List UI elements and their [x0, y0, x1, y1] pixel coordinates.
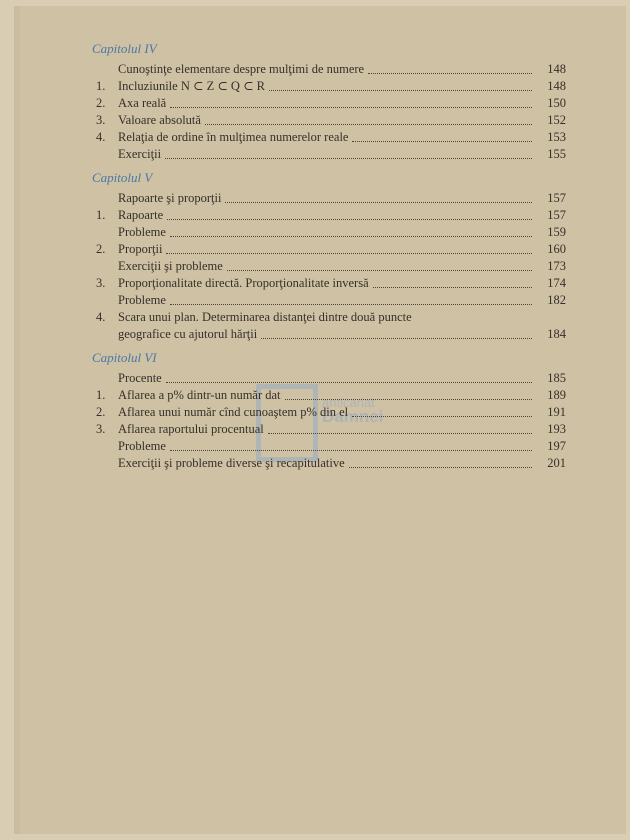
- toc-entry: [96, 455, 566, 472]
- entry-title: Valoare absolută: [118, 113, 201, 127]
- entry-number: 2.: [96, 242, 106, 256]
- toc-entry: [96, 61, 566, 78]
- entry-page: 201: [547, 456, 566, 470]
- entry-page: 197: [547, 439, 566, 453]
- entry-title: Exerciţii şi probleme: [118, 259, 223, 273]
- entry-title: Aflarea unui număr cînd cunoaştem p% din el: [118, 405, 349, 419]
- entry-number: 4.: [96, 130, 106, 144]
- chapter-heading-v: Capitolul V: [92, 170, 153, 185]
- toc-entry: [96, 129, 566, 146]
- chapter-heading-iv: Capitolul IV: [92, 41, 157, 56]
- dot-leader: [225, 202, 532, 203]
- entry-title: Exerciţii: [118, 147, 162, 161]
- toc-entry: [96, 387, 566, 404]
- entry-title-line2: geografice cu ajutorul hărţii: [118, 327, 258, 341]
- dot-leader: [170, 236, 532, 237]
- dot-leader: [368, 73, 532, 74]
- entry-title: Aflarea a p% dintr-un număr dat: [118, 388, 281, 402]
- entry-page: 184: [547, 327, 566, 341]
- entry-title: Incluziunile N ⊂ Z ⊂ Q ⊂ R: [118, 79, 266, 93]
- entry-page: 148: [547, 79, 566, 93]
- toc-entry: [96, 309, 566, 343]
- dot-leader: [352, 141, 532, 142]
- entry-page: 148: [547, 62, 566, 76]
- entry-number: 3.: [96, 276, 106, 290]
- toc-entry: [96, 258, 566, 275]
- entry-page: 157: [547, 191, 566, 205]
- table-of-contents: [92, 34, 566, 472]
- chapter-heading-vi: Capitolul VI: [92, 350, 157, 365]
- entry-title: Probleme: [118, 439, 166, 453]
- toc-entry: [96, 78, 566, 95]
- entry-title: Proporţionalitate directă. Proporţionalitate inversă: [118, 276, 369, 290]
- entry-title: Rapoarte: [118, 208, 164, 222]
- entry-title: Aflarea raportului procentual: [118, 422, 264, 436]
- toc-entry: [96, 404, 566, 421]
- toc-entry: [96, 190, 566, 207]
- entry-page: 182: [547, 293, 566, 307]
- entry-number: 2.: [96, 405, 106, 419]
- dot-leader: [170, 107, 532, 108]
- dot-leader: [170, 450, 532, 451]
- entry-page: 193: [547, 422, 566, 436]
- entry-number: 3.: [96, 113, 106, 127]
- entry-page: 191: [547, 405, 566, 419]
- entry-title-block: [118, 309, 536, 343]
- entry-title: Relaţia de ordine în mulţimea numerelor reale: [118, 130, 349, 144]
- entry-title: Axa reală: [118, 96, 167, 110]
- toc-entry: [96, 292, 566, 309]
- dot-leader: [166, 382, 532, 383]
- toc-entry: [96, 146, 566, 163]
- dot-leader: [261, 338, 532, 339]
- entry-title: Rapoarte şi proporţii: [118, 191, 222, 205]
- entry-number: 1.: [96, 388, 106, 402]
- entry-number: 3.: [96, 422, 106, 436]
- dot-leader: [205, 124, 532, 125]
- dot-leader: [285, 399, 532, 400]
- dot-leader: [352, 416, 532, 417]
- toc-entry: [96, 275, 566, 292]
- toc-entry: [96, 241, 566, 258]
- entry-title: Procente: [118, 371, 162, 385]
- entry-title: Probleme: [118, 225, 166, 239]
- entry-title: Probleme: [118, 293, 166, 307]
- toc-entry: [96, 421, 566, 438]
- dot-leader: [269, 90, 532, 91]
- entry-title-line1: Scara unui plan. Determinarea distanţei dintre două puncte: [118, 310, 412, 324]
- entry-number: 4.: [96, 310, 106, 324]
- watermark-line2: Damnei: [322, 407, 384, 426]
- dot-leader: [227, 270, 532, 271]
- entry-title: Exerciţii şi probleme diverse şi recapitulative: [118, 456, 345, 470]
- entry-page: 155: [547, 147, 566, 161]
- dot-leader: [170, 304, 532, 305]
- entry-page: 185: [547, 371, 566, 385]
- entry-page: 157: [547, 208, 566, 222]
- entry-page: 160: [547, 242, 566, 256]
- entry-page: 150: [547, 96, 566, 110]
- entry-page: 152: [547, 113, 566, 127]
- book-page: [14, 6, 626, 834]
- dot-leader: [167, 219, 532, 220]
- entry-title: Proporţii: [118, 242, 163, 256]
- entry-page: 174: [547, 276, 566, 290]
- entry-number: 1.: [96, 208, 106, 222]
- entry-number: 1.: [96, 79, 106, 93]
- entry-page: 153: [547, 130, 566, 144]
- toc-entry: [96, 95, 566, 112]
- entry-title-lastline: [118, 326, 536, 343]
- dot-leader: [268, 433, 532, 434]
- toc-entry: [96, 370, 566, 387]
- entry-number: 2.: [96, 96, 106, 110]
- dot-leader: [349, 467, 532, 468]
- dot-leader: [165, 158, 532, 159]
- dot-leader: [373, 287, 532, 288]
- entry-page: 173: [547, 259, 566, 273]
- toc-entry: [96, 438, 566, 455]
- entry-title: Cunoştinţe elementare despre mulţimi de numere: [118, 62, 365, 76]
- toc-entry: [96, 112, 566, 129]
- toc-entry: [96, 207, 566, 224]
- entry-page: 159: [547, 225, 566, 239]
- dot-leader: [166, 253, 532, 254]
- entry-page: 189: [547, 388, 566, 402]
- toc-entry: [96, 224, 566, 241]
- watermark-line1: anticariat: [322, 395, 375, 410]
